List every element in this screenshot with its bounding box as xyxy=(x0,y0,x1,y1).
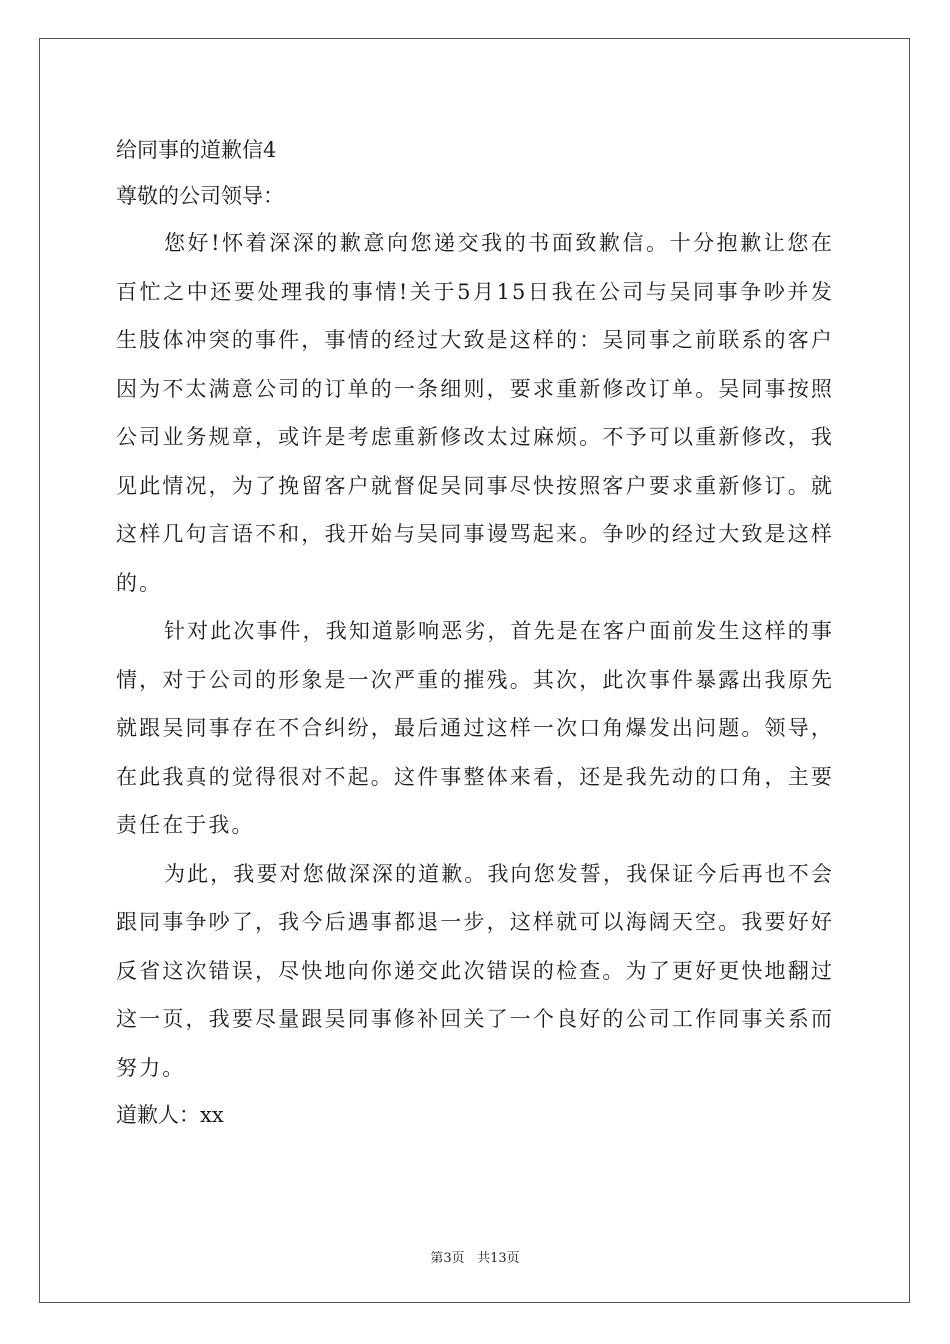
page-footer xyxy=(0,1247,950,1266)
letter-title: 给同事的道歉信4 xyxy=(116,138,277,162)
signature: 道歉人：xx xyxy=(116,1103,224,1127)
paragraph-3: 为此，我要对您做深深的道歉。我向您发誓，我保证今后再也不会跟同事争吵了，我今后遇事都退一步，这样就可以海阔天空。我要好好反省这次错误，尽快地向你递交此次错误的检查。为了更好更快地翻过这一页，我要尽量跟吴同事修补回关了一个良好的公司工作同事关系而努力。 xyxy=(116,861,834,1080)
paragraph-1: 您好!怀着深深的歉意向您递交我的书面致歉信。十分抱歉让您在百忙之中还要处理我的事情!关于5月15日我在公司与吴同事争吵并发生肢体冲突的事件，事情的经过大致是这样的：吴同事之前联系的客户因为不太满意公司的订单的一条细则，要求重新修改订单。吴同事按照公司业务规章，或许是考虑重新修改太过麻烦。不予可以重新修改，我见此情况，为了挽留客户就督促吴同事尽快按照客户要求重新修订。就这样几句言语不和，我开始与吴同事谩骂起来。争吵的经过大致是这样的。 xyxy=(116,231,834,595)
salutation: 尊敬的公司领导： xyxy=(116,184,284,208)
page-total: 共13页 xyxy=(477,1251,520,1266)
letter-body xyxy=(116,127,834,1138)
page-number: 第3页 xyxy=(430,1251,465,1266)
paragraph-2: 针对此次事件，我知道影响恶劣，首先是在客户面前发生这样的事情，对于公司的形象是一次严重的摧残。其次，此次事件暴露出我原先就跟吴同事存在不合纠纷，最后通过这样一次口角爆发出问题。领导，在此我真的觉得很对不起。这件事整体来看，还是我先动的口角，主要责任在于我。 xyxy=(116,619,834,837)
